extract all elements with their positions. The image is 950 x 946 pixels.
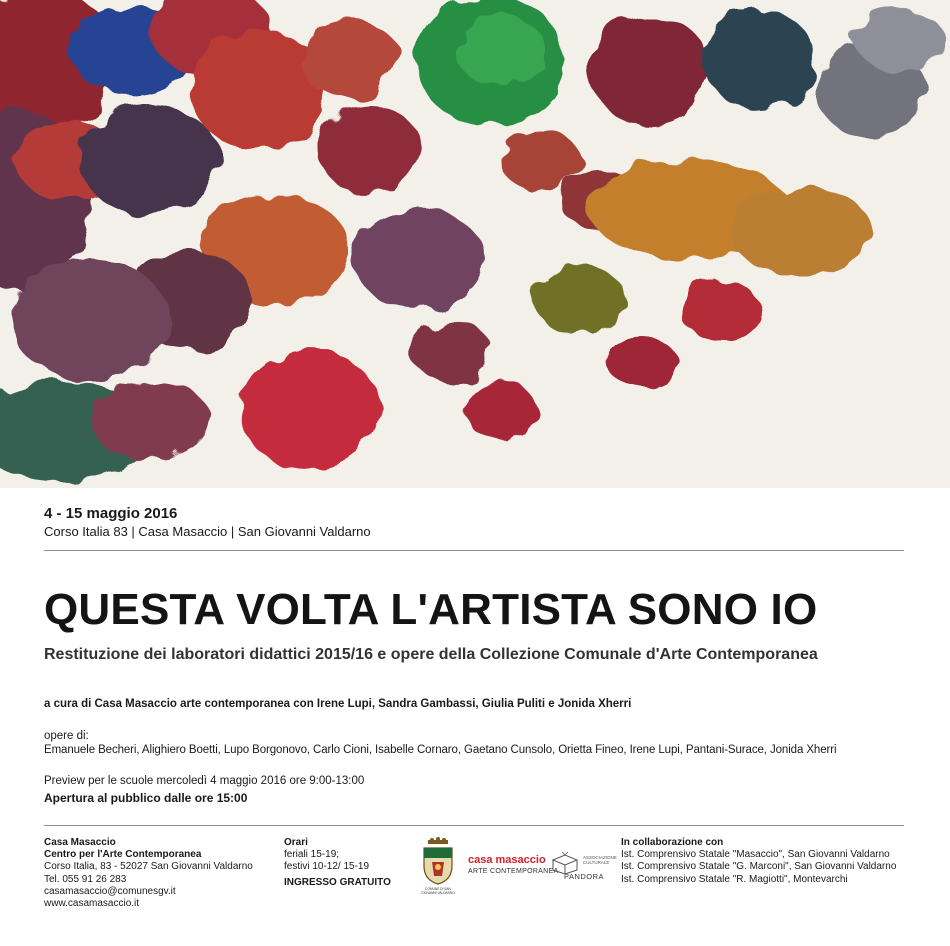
collab-item: Ist. Comprensivo Statale "Masaccio", San Giovanni Valdarno xyxy=(621,849,890,861)
org-name: Casa Masaccio xyxy=(44,837,116,848)
casa-masaccio-logo: casa masaccio xyxy=(468,854,546,866)
footer-hours xyxy=(284,837,391,889)
pandora-logo-sub: ASSOCIAZIONE CULTURALE xyxy=(583,855,617,865)
divider-top xyxy=(44,550,904,551)
artists-list: Emanuele Becheri, Alighiero Boetti, Lupo Borgonovo, Carlo Cioni, Isabelle Cornaro, Gaetano Cunsolo, Orietta Fineo, Irene Lupi, Pantani-Surace, Jonida Xherri xyxy=(44,744,837,756)
preview-info: Preview per le scuole mercoledì 4 maggio 2016 ore 9:00-13:00 xyxy=(44,775,365,787)
event-venue: Corso Italia 83 | Casa Masaccio | San Giovanni Valdarno xyxy=(44,524,371,539)
divider-bottom xyxy=(44,825,904,826)
org-subtitle: Centro per l'Arte Contemporanea xyxy=(44,849,202,861)
opening-info: Apertura al pubblico dalle ore 15:00 xyxy=(44,791,248,805)
org-website[interactable]: www.casamasaccio.it xyxy=(44,898,140,910)
works-label: opere di: xyxy=(44,730,89,742)
footer-collaborations xyxy=(621,837,896,886)
event-dates: 4 - 15 maggio 2016 xyxy=(44,505,178,522)
free-entry: INGRESSO GRATUITO xyxy=(284,876,391,888)
org-phone: Tel. 055 91 26 283 xyxy=(44,873,127,885)
casa-masaccio-logo-sub: ARTE CONTEMPORANEA xyxy=(468,868,559,875)
comune-caption: COMUNE DI SAN GIOVANNI VALDARNO xyxy=(421,887,455,895)
hours-holidays: festivi 10-12/ 15-19 xyxy=(284,861,370,873)
pandora-logo: PANDORA xyxy=(564,872,605,881)
hours-weekdays: feriali 15-19; xyxy=(284,849,340,861)
exhibition-subtitle: Restituzione dei laboratori didattici 2015/16 e opere della Collezione Comunale d'Arte Contemporanea xyxy=(44,646,818,663)
hours-label: Orari xyxy=(284,837,308,848)
org-email[interactable]: casamasaccio@comunesgv.it xyxy=(44,885,176,897)
org-address: Corso Italia, 83 - 52027 San Giovanni Valdarno xyxy=(44,861,253,873)
curated-by: a cura di Casa Masaccio arte contemporanea con Irene Lupi, Sandra Gambassi, Giulia Puliti e Jonida Xherri xyxy=(44,698,632,710)
pandora-box-icon xyxy=(550,852,580,874)
footer-contact xyxy=(44,837,253,910)
collab-label: In collaborazione con xyxy=(621,837,724,848)
exhibition-title: QUESTA VOLTA L'ARTISTA SONO IO xyxy=(44,585,818,634)
partner-logos xyxy=(418,836,617,896)
collab-item: Ist. Comprensivo Statale "G. Marconi", San Giovanni Valdarno xyxy=(621,861,897,873)
collab-item: Ist. Comprensivo Statale "R. Magiotti", Montevarchi xyxy=(621,873,848,885)
